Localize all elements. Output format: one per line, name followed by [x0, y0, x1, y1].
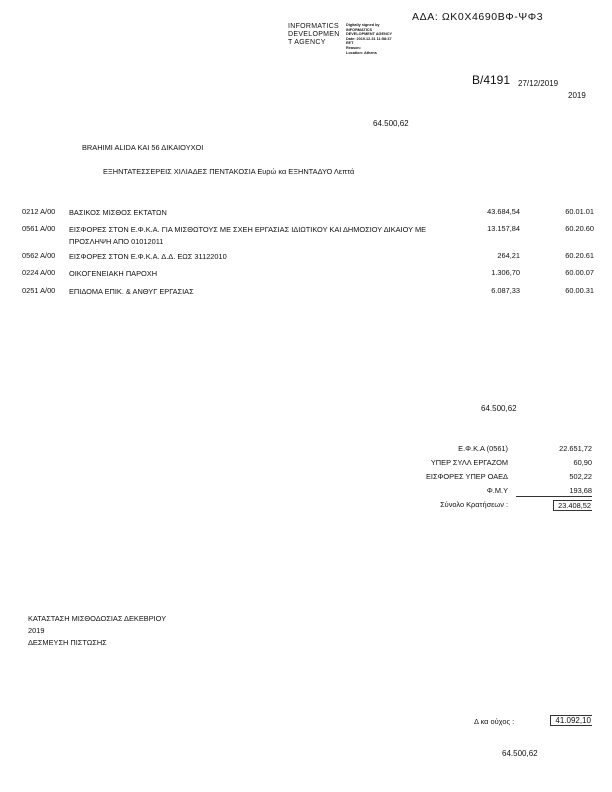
deduction-value: 22.651,72 [559, 444, 592, 453]
stamp-line: Reason: [346, 45, 361, 50]
total-amount-top: 64.500,62 [373, 119, 409, 128]
expense-description: ΕΠΙΔΟΜΑ ΕΠΙΚ. & ΑΝΘΥΓ ΕΡΓΑΣΙΑΣ [69, 287, 194, 296]
expense-account-code: 60.01.01 [565, 207, 594, 216]
deduction-label: Φ.Μ.Υ [486, 486, 508, 495]
expense-amount: 264,21 [497, 251, 520, 260]
ada-code: ΑΔΑ: ΩΚ0Χ4690ΒΦ-ΨΦ3 [412, 11, 544, 23]
deduction-label: Ε.Φ.Κ.Α (0561) [458, 444, 508, 453]
deductions-total-value: 23.408,52 [553, 500, 592, 511]
deduction-value: 193,68 [569, 486, 592, 495]
net-payable-label: Δ κα ούχος : [474, 717, 515, 726]
deduction-row [380, 458, 592, 471]
stamp-line: INFORMATICS [346, 27, 373, 32]
statement-subtitle: ΔΕΣΜΕΥΣΗ ΠΙΣΤΩΣΗΣ [28, 638, 107, 647]
expense-amount: 13.157,84 [487, 224, 520, 233]
deduction-row [380, 486, 592, 499]
reference-number: Β/4191 [472, 73, 511, 87]
stamp-line: Date: 2019.12.31 11:58:37 [346, 36, 392, 41]
expense-description: ΒΑΣΙΚΟΣ ΜΙΣΘΟΣ ΕΚΤΑΤΩΝ [69, 208, 167, 217]
document-year: 2019 [568, 91, 586, 100]
deduction-value: 60,90 [573, 458, 592, 467]
deduction-row [380, 444, 592, 457]
expense-account-code: 60.20.60 [565, 224, 594, 233]
expense-amount: 1.306,70 [491, 268, 520, 277]
deduction-value: 502,22 [569, 472, 592, 481]
beneficiary-name: BRAHIMI ALIDA ΚΑΙ 56 ΔΙΚΑΙΟΥΧΟΙ [82, 143, 204, 152]
statement-title: ΚΑΤΑΣΤΑΣΗ ΜΙΣΘΟΔΟΣΙΑΣ ΔΕΚΕΒΡΙΟΥ [28, 614, 167, 623]
agency-line: T AGENCY [288, 39, 326, 46]
stamp-line: EET [346, 41, 354, 46]
document-date: 27/12/2019 [518, 79, 559, 88]
expense-amount: 43.684,54 [487, 207, 520, 216]
stamp-line: DEVELOPMENT AGENCY [346, 32, 393, 37]
expense-description: ΕΙΣΦΟΡΕΣ ΣΤΟΝ Ε.Φ.Κ.Α. Δ.Δ. ΕΩΣ 31122010 [69, 252, 227, 261]
expense-description: ΟΙΚΟΓΕΝΕΙΑΚΗ ΠΑΡΟΧΗ [69, 269, 158, 278]
amount-in-words: ΕΞΗΝΤΑΤΕΣΣΕΡΕΙΣ ΧΙΛΙΑΔΕΣ ΠΕΝΤΑΚΟΣΙΑ Ευρώ κα ΕΞΗΝΤΑΔΥΟ Λεπτά [103, 167, 355, 176]
expense-code: 0212 Α/00 [22, 207, 56, 216]
expense-account-code: 60.00.31 [565, 286, 594, 295]
expense-amount: 6.087,33 [491, 286, 520, 295]
grand-total: 64.500,62 [502, 749, 538, 758]
statement-year: 2019 [28, 626, 45, 635]
stamp-line: Digitally signed by [346, 23, 380, 27]
net-payable-value: 41.092,10 [550, 715, 592, 726]
expense-description: ΕΙΣΦΟΡΕΣ ΣΤΟΝ Ε.Φ.Κ.Α. ΓΙΑ ΜΙΣΘΩΤΟΥΣ ΜΕ ΣΧΕΗ ΕΡΓΑΣΙΑΣ ΙΔΙΩΤΙΚΟΥ ΚΑΙ ΔΗΜΟΣΙΟΥ ΔΙΚΑΙΟΥ ΜΕ ΠΡΟΣΛΗΨΗ ΑΠΟ 01012011 [69, 225, 427, 246]
agency-line: INFORMATICS [288, 23, 340, 30]
deductions-total-label: Σύνολο Κρατήσεων : [440, 500, 508, 509]
stamp-line: Location: Athens [346, 50, 377, 55]
expense-account-code: 60.20.61 [565, 251, 594, 260]
deduction-row [380, 472, 592, 485]
agency-line: DEVELOPMEN [288, 31, 340, 38]
deduction-label: ΕΙΣΦΟΡΕΣ ΥΠΕΡ ΟΑΕΔ [425, 472, 508, 481]
expense-code: 0562 Α/00 [22, 251, 56, 260]
deduction-label: ΥΠΕΡ ΣΥΛΛ ΕΡΓΑΖΟΜ [430, 458, 508, 467]
digital-signature-stamp [346, 23, 392, 55]
subtotal-amount: 64.500,62 [481, 404, 517, 413]
agency-name [288, 23, 340, 47]
expense-account-code: 60.00.07 [565, 268, 594, 277]
deductions-total-row [380, 500, 592, 513]
expense-code: 0561 Α/00 [22, 224, 56, 233]
expense-code: 0224 Α/00 [22, 268, 56, 277]
deductions-separator [516, 496, 592, 497]
expense-code: 0251 Α/00 [22, 286, 56, 295]
